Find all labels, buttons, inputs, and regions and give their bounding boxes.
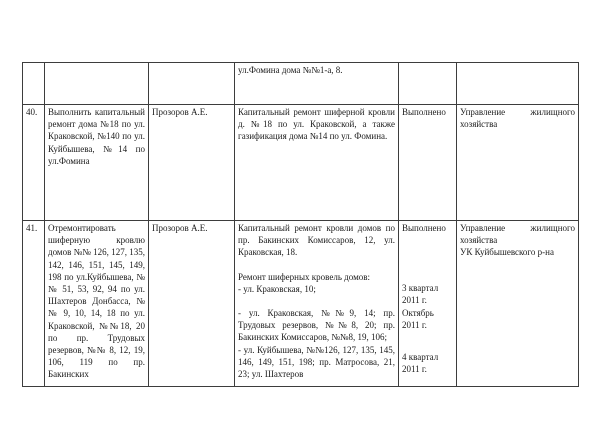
owner-cell: Прозоров А.Е. [149,105,235,221]
department-cell [457,63,579,105]
details-paragraph: Капитальный ремонт кровли домов по пр. Бакинских Комиссаров, 12, ул. Краковская, 18. [238,223,395,258]
details-paragraph: Ремонт шиферных кровель домов: [238,271,371,282]
status-line: 4 квартал 2011 г. [402,352,439,375]
status-cell [399,221,457,387]
owner-cell: Прозоров А.Е. [149,221,235,387]
task-cell: Выполнить капитальный ремонт дома №18 по ул. Краковской, №140 по ул. Куйбышева, №14 по ул.Фомина [45,105,149,221]
report-table [22,62,579,387]
table-row-40 [23,105,579,221]
department-cell [457,221,579,387]
row-number-cell: 41. [23,221,45,387]
owner-cell [149,63,235,105]
table-row-continuation [23,63,579,105]
details-cell: ул.Фомина дома №№1-а, 8. [235,63,399,105]
details-paragraph: - ул. Куйбышева, №№126, 127, 135, 145, 146, 149, 151, 198; пр. Матросова, 21, 23; ул. Шахтеров [238,344,395,380]
details-cell [235,221,399,387]
status-line: Октябрь 2011 г. [402,307,434,330]
status-line: 3 квартал 2011 г. [402,283,439,306]
status-cell [399,63,457,105]
task-cell [45,63,149,105]
task-cell: Отремонтировать шиферную кровлю домов №№ 126, 127, 135, 142, 146, 151, 145, 149, 198 по ул.Куйбышева, №№ 51, 53, 92, 94 по ул. Шахтеров Донбасса, №№ 9, 10, 14, 18 по ул. Краковской, №№18, 20 по пр. Трудовых резервов, №№ 8, 12, 19, 106, 119 по пр. Бакинских [45,221,149,387]
table-row-41 [23,221,579,387]
details-paragraph: - ул. Краковская, №№9, 14; пр. Трудовых резервов, №№8, 20; пр. Бакинских Комиссаров, №№8, 19, 106; [238,308,395,343]
status-cell: Выполнено [399,105,457,221]
department-cell: Управление жилищного хозяйства [457,105,579,221]
row-number-cell [23,63,45,105]
department-line: Управление жилищного хозяйства [460,223,575,246]
row-number-cell: 40. [23,105,45,221]
details-cell: Капитальный ремонт шиферной кровли д. №18 по ул. Краковской, а также газификация дома №14 по ул. Фомина. [235,105,399,221]
details-paragraph: - ул. Краковская, 10; [238,283,316,294]
department-line: УК Куйбышевского р-на [460,247,554,258]
status-line: Выполнено [402,223,446,233]
